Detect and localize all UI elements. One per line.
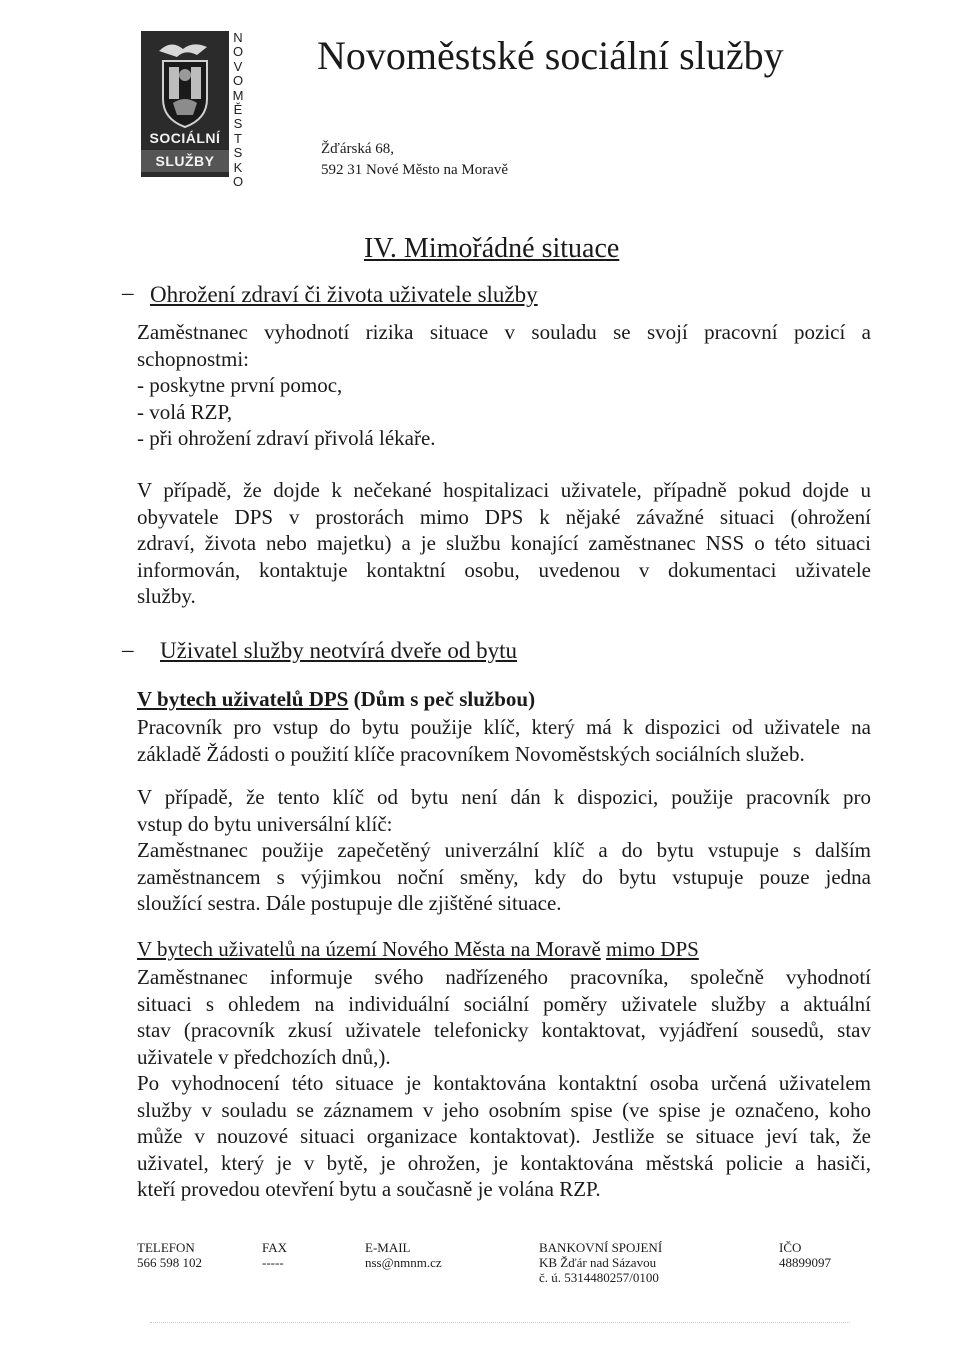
text-line: může v nouzové situaci organizace kontaktovat). Jestliže se situace jeví tak, že <box>137 1124 871 1148</box>
text-line: základě Žádosti o použití klíče pracovníkem Novoměstských sociálních služeb. <box>137 741 805 766</box>
text-line: Pracovník pro vstup do bytu použije klíč, který má k dispozici od uživatele na <box>137 715 871 739</box>
text-line: služby v souladu se záznamem v jeho osobním spise (ve spise je označeno, koho <box>137 1097 871 1122</box>
footer-fax-value: ----- <box>262 1255 284 1270</box>
text-line: - volá RZP, <box>137 399 233 424</box>
footer-ico-value: 48899097 <box>779 1255 831 1270</box>
text-line: V případě, že dojde k nečekané hospitalizaci uživatele, případně pokud dojde u <box>137 478 871 502</box>
footer-ico-label: IČO <box>779 1240 802 1255</box>
subsection-title-town-part1: V bytech uživatelů na území Nového Města na Moravě <box>137 937 601 961</box>
logo-text-services: SLUŽBY <box>141 150 229 172</box>
bullet-dash: – <box>122 280 134 305</box>
section-heading-health: Ohrožení zdraví či života uživatele služby <box>150 282 538 307</box>
footer-phone-value: 566 598 102 <box>137 1255 202 1270</box>
text-line: situaci s ohledem na individuální sociální poměry uživatele služby a aktuální <box>137 991 871 1016</box>
text-line: stav (pracovník zkusí uživatele telefonicky kontaktovat, vyjádření sousedů, stav <box>137 1018 871 1042</box>
subsection-title-dps-underlined: V bytech uživatelů DPS <box>137 687 349 711</box>
subsection-title-town-part2: mimo DPS <box>606 937 699 961</box>
text-line: Zaměstnanec vyhodnotí rizika situace v souladu se svojí pracovní pozicí a <box>137 320 871 344</box>
footer-email-value: nss@nmnm.cz <box>365 1255 442 1270</box>
text-line: uživatele v předchozích dnů,). <box>137 1044 391 1069</box>
footer-ico <box>779 1240 831 1270</box>
bullet-dash: – <box>122 637 134 662</box>
text-line: Zaměstnanec použije zapečetěný univerzální klíč a do bytu vstupuje s dalším <box>137 838 871 862</box>
logo-text-social: SOCIÁLNÍ <box>149 130 221 146</box>
footer-fax-label: FAX <box>262 1240 288 1255</box>
subsection-title-dps <box>137 686 535 712</box>
text-line: - poskytne první pomoc, <box>137 373 343 397</box>
text-line: sloužící sestra. Dále postupuje dle zjištěné situace. <box>137 891 562 915</box>
text-line: zaměstnancem s výjimkou noční směny, kdy do bytu vstupuje pouze jedna <box>137 864 871 889</box>
text-line: služby. <box>137 584 196 608</box>
footer-fax <box>262 1240 287 1270</box>
organization-logo <box>141 31 229 177</box>
organization-name: Novoměstské sociální služby <box>317 33 784 78</box>
footer-email-label: E-MAIL <box>365 1240 411 1255</box>
chapter-title: IV. Mimořádné situace <box>364 233 620 264</box>
coat-of-arms-icon <box>149 37 221 129</box>
footer-phone-label: TELEFON <box>137 1240 195 1255</box>
text-line: Zaměstnanec informuje svého nadřízeného pracovníka, společně vyhodnotí <box>137 965 871 989</box>
text-line: schopnostmi: <box>137 346 250 371</box>
footer-bank-label: BANKOVNÍ SPOJENÍ <box>539 1240 663 1255</box>
organization-address <box>321 139 508 181</box>
scan-artifact-line <box>150 1322 850 1323</box>
footer-email <box>365 1240 442 1270</box>
text-line: vstup do bytu universální klíč: <box>137 811 393 836</box>
footer-bank-account: č. ú. 5314480257/0100 <box>539 1270 659 1285</box>
text-line: obyvatele DPS v prostorách mimo DPS k nějaké závažné situaci (ohrožení <box>137 504 871 529</box>
text-line: Po vyhodnocení této situace je kontaktována kontaktní osoba určená uživatelem <box>137 1071 871 1095</box>
address-city: 592 31 Nové Město na Moravě <box>321 162 509 178</box>
text-line: informován, kontaktuje kontaktní osobu, uvedenou v dokumentaci uživatele <box>137 557 871 582</box>
footer-bank <box>539 1240 662 1285</box>
section-heading-door: Uživatel služby neotvírá dveře od bytu <box>160 638 518 663</box>
text-line: zdraví, života nebo majetku) a je službu konající zaměstnanec NSS o této situaci <box>137 531 871 555</box>
text-line: kteří provedou otevření bytu a současně je volána RZP. <box>137 1177 601 1201</box>
footer-phone <box>137 1240 202 1270</box>
text-line: V případě, že tento klíč od bytu není dán k dispozici, použije pracovník pro <box>137 785 871 809</box>
text-line: uživatel, který je v bytě, je ohrožen, je kontaktována městská policie a hasiči, <box>137 1150 871 1175</box>
address-street: Žďárská 68, <box>321 141 395 157</box>
footer-bank-value: KB Žďár nad Sázavou <box>539 1255 657 1270</box>
vertical-brand-text: N O V O M Ě S T S K O <box>232 30 244 190</box>
subsection-title-dps-rest: (Dům s peč službou) <box>348 687 536 711</box>
subsection-title-town <box>137 936 699 962</box>
text-line: - při ohrožení zdraví přivolá lékaře. <box>137 426 436 450</box>
